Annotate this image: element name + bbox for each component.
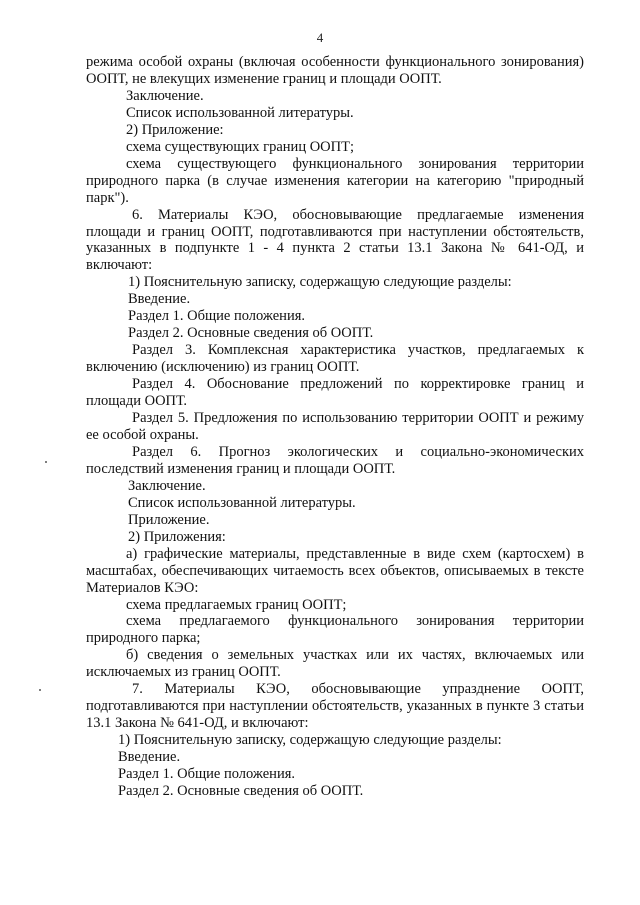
paragraph: Раздел 1. Общие положения. <box>118 766 295 783</box>
paragraph: схема существующего функционального зонирования территории природного парка (в случае изменения категории на категорию "природный парк"). <box>86 155 584 206</box>
paragraph: Введение. <box>128 291 191 308</box>
paragraph: Раздел 2. Основные сведения об ООПТ. <box>118 782 364 799</box>
paragraph: 1) Пояснительную записку, содержащую следующие разделы: <box>118 732 502 749</box>
paragraph: Введение. <box>118 749 181 766</box>
paragraph: 2) Приложение: <box>126 121 224 138</box>
paragraph: Раздел 4. Обоснование предложений по корректировке границ и площади ООПТ. <box>86 376 584 410</box>
paragraph: схема предлагаемого функционального зонирования территории природного парка; <box>86 613 584 647</box>
paragraph: схема предлагаемых границ ООПТ; <box>126 596 347 613</box>
paragraph: Список использованной литературы. <box>128 494 356 511</box>
paragraph: Раздел 3. Комплексная характеристика участков, предлагаемых к включению (исключению) из границ ООПТ. <box>86 342 584 376</box>
paragraph: Заключение. <box>128 477 206 494</box>
document-body <box>86 54 584 800</box>
paragraph: Раздел 6. Прогноз экологических и социально-экономических последствий изменения границ и площади ООПТ. <box>86 443 584 477</box>
paragraph: 6. Материалы КЭО, обосновывающие предлагаемые изменения площади и границ ООПТ, подготавливаются при наступлении обстоятельств, указанных в подпункте 1 - 4 пункта 2 статьи 13.1 Закона № 641-ОД, и включают: <box>86 206 584 274</box>
scan-mark-bottom <box>39 689 41 691</box>
scan-mark-top <box>45 461 47 463</box>
paragraph: схема существующих границ ООПТ; <box>126 138 355 155</box>
paragraph: Раздел 5. Предложения по использованию территории ООПТ и режиму ее особой охраны. <box>86 410 584 443</box>
paragraph: Заключение. <box>126 87 204 104</box>
paragraph: 1) Пояснительную записку, содержащую следующие разделы: <box>128 274 512 291</box>
paragraph: б) сведения о земельных участках или их частях, включаемых или исключаемых из границ ООПТ. <box>86 647 584 681</box>
paragraph: Раздел 1. Общие положения. <box>128 308 305 325</box>
page-number: 4 <box>316 30 324 45</box>
paragraph: 7. Материалы КЭО, обосновывающие упразднение ООПТ, подготавливаются при наступлении обстоятельств, указанных в пункте 3 статьи 13.1 Закона № 641-ОД, и включают: <box>86 681 584 732</box>
paragraph: Список использованной литературы. <box>126 104 354 121</box>
paragraph: 2) Приложения: <box>128 528 226 545</box>
paragraph: режима особой охраны (включая особенности функционального зонирования) ООПТ, не влекущих изменение границ и площади ООПТ. <box>86 54 584 87</box>
paragraph: а) графические материалы, представленные в виде схем (картосхем) в масштабах, обеспечивающих читаемость всех объектов, описываемых в тексте Материалов КЭО: <box>86 545 584 596</box>
paragraph: Раздел 2. Основные сведения об ООПТ. <box>128 325 374 342</box>
paragraph: Приложение. <box>128 511 210 528</box>
